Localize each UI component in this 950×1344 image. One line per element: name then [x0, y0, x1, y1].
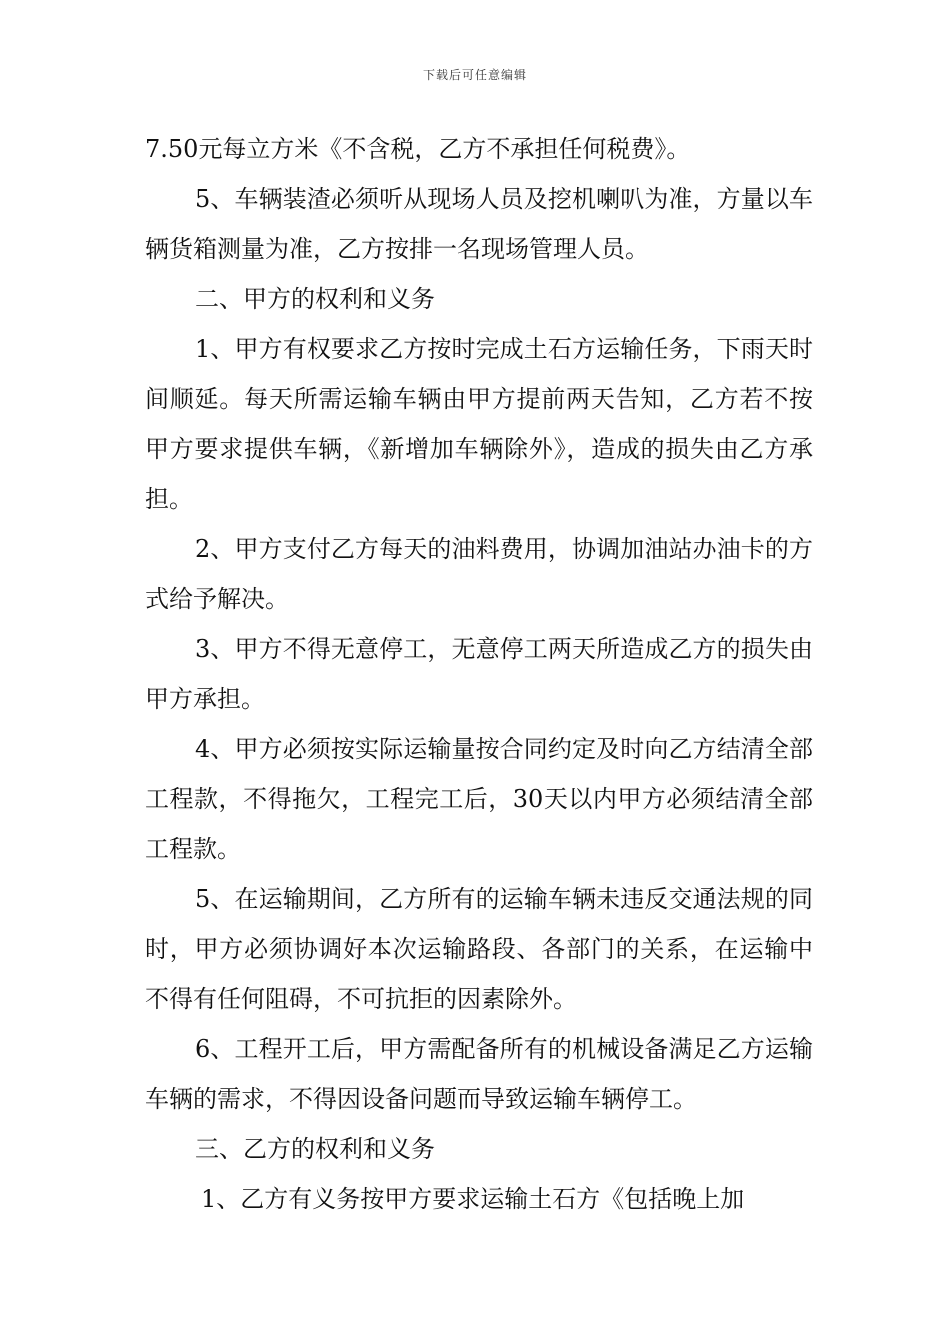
section-heading-party-a: 二、甲方的权利和义务: [195, 285, 435, 313]
paragraph-party-b-item-1: 1、乙方有义务按甲方要求运输土石方《包括晚上加: [201, 1185, 745, 1213]
paragraph-party-a-item-3: 3、甲方不得无意停工，无意停工两天所造成乙方的损失由甲方承担。: [145, 635, 813, 713]
paragraph-loading-clause: 5、车辆装渣必须听从现场人员及挖机喇叭为准，方量以车辆货箱测量为准，乙方按排一名现场管理人员。: [145, 185, 813, 263]
paragraph-price-clause: 7.50元每立方米《不含税，乙方不承担任何税费》。: [145, 135, 691, 163]
document-body: [145, 124, 813, 1224]
paragraph-party-a-item-2: 2、甲方支付乙方每天的油料费用，协调加油站办油卡的方式给予解决。: [145, 535, 813, 613]
page-header-note: 下载后可任意编辑: [422, 68, 527, 82]
paragraph-party-a-item-4: 4、甲方必须按实际运输量按合同约定及时向乙方结清全部工程款，不得拖欠，工程完工后，30天以内甲方必须结清全部工程款。: [145, 735, 813, 863]
section-heading-party-b: 三、乙方的权利和义务: [195, 1135, 435, 1163]
paragraph-party-a-item-1: 1、甲方有权要求乙方按时完成土石方运输任务，下雨天时间顺延。每天所需运输车辆由甲方提前两天告知，乙方若不按甲方要求提供车辆，《新增加车辆除外》，造成的损失由乙方承担。: [145, 335, 813, 513]
paragraph-party-a-item-6: 6、工程开工后，甲方需配备所有的机械设备满足乙方运输车辆的需求，不得因设备问题而导致运输车辆停工。: [145, 1035, 813, 1113]
paragraph-party-a-item-5: 5、在运输期间，乙方所有的运输车辆未违反交通法规的同时，甲方必须协调好本次运输路段、各部门的关系，在运输中不得有任何阻碍，不可抗拒的因素除外。: [145, 885, 813, 1013]
